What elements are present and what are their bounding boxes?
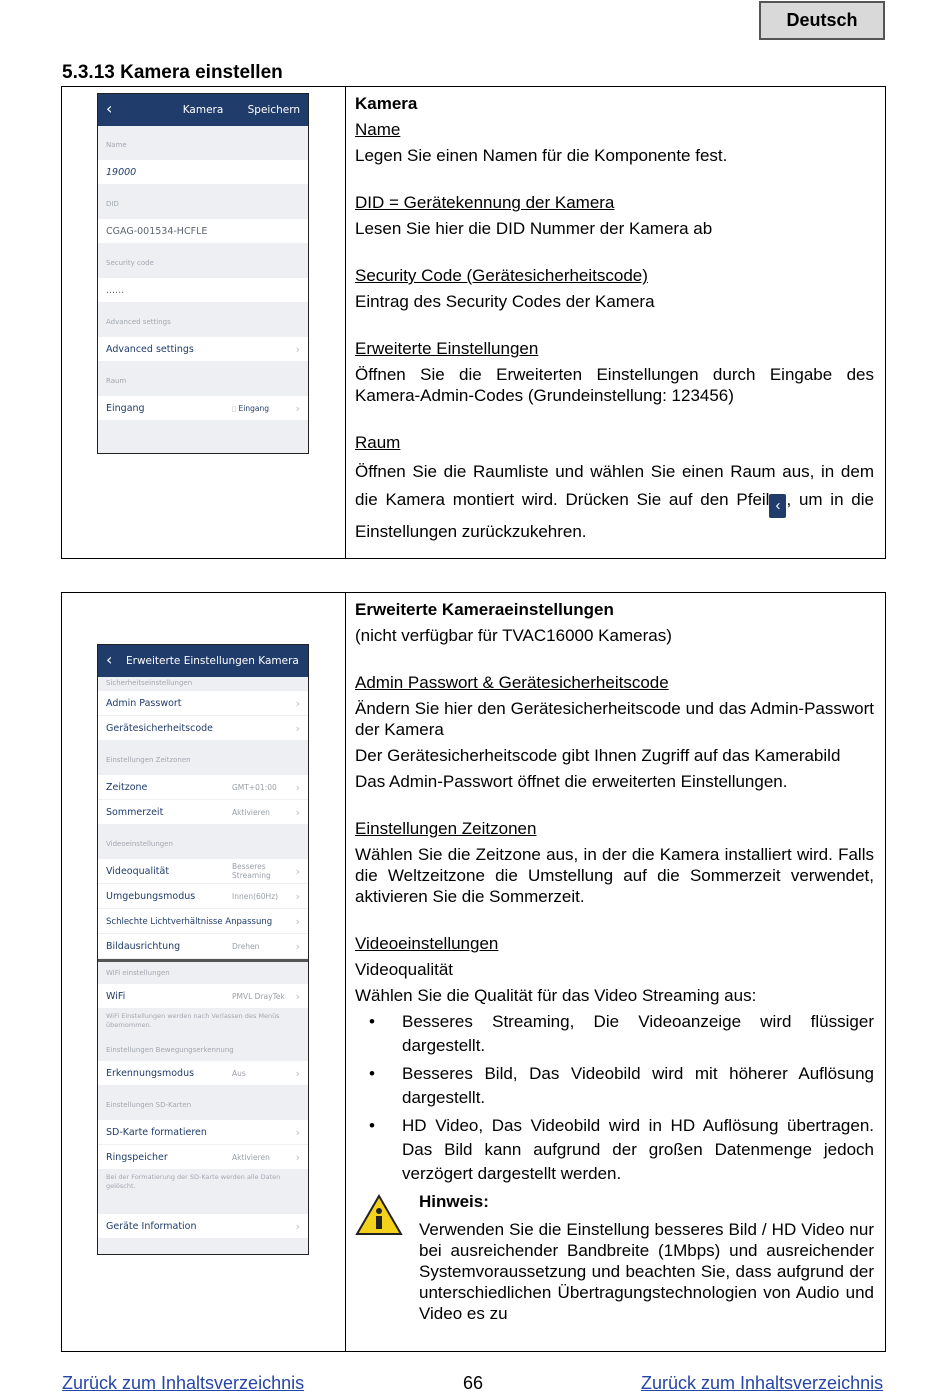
wifi-note: WiFi Einstellungen werden nach Verlassen des Menüs übernommen. bbox=[106, 1012, 280, 1029]
hint-desc: Verwenden Sie die Einstellung besseres Bild / HD Video nur bei ausreichender Bandbreite (1Mbps) und ausreichender Systemvoraussetzung und beachten Sie, dass aufgrund der unterschiedlichen Übertragungstechnologien von Audio und Video es zu bbox=[419, 1220, 874, 1323]
phone-screenshot-camera bbox=[97, 93, 309, 454]
timezone-row[interactable] bbox=[98, 775, 308, 800]
camera-settings-box bbox=[61, 86, 886, 559]
low-light-label: Schlechte Lichtverhältnisse Anpassung bbox=[106, 917, 273, 927]
chevron-right-icon: › bbox=[295, 402, 300, 415]
device-code-label: Gerätesicherheitscode bbox=[106, 723, 214, 734]
chevron-right-icon: › bbox=[295, 915, 300, 928]
name-field[interactable] bbox=[98, 160, 308, 185]
did-value: CGAG-001534-HCFLE bbox=[106, 226, 208, 237]
admin-heading: Admin Passwort & Gerätesicherheitscode bbox=[355, 673, 669, 692]
section-label-name: Name bbox=[106, 141, 127, 149]
camera-text-column bbox=[355, 93, 874, 546]
security-desc: Eintrag des Security Codes der Kamera bbox=[355, 292, 655, 311]
ring-buffer-label: Ringspeicher bbox=[106, 1152, 168, 1163]
hint-title: Hinweis: bbox=[419, 1192, 489, 1211]
phone-title: Erweiterte Einstellungen Kamera bbox=[126, 655, 299, 667]
section-video: Videoeinstellungen bbox=[106, 840, 173, 848]
section-timezone: Einstellungen Zeitzonen bbox=[106, 756, 191, 764]
phone-screenshot-advanced bbox=[97, 644, 309, 1255]
section-label-did: DID bbox=[106, 200, 119, 208]
chevron-right-icon: › bbox=[295, 1220, 300, 1233]
list-item: • Besseres Bild, Das Videobild wird mit höherer Auflösung dargestellt. bbox=[355, 1062, 874, 1110]
admin-desc-2: Der Gerätesicherheitscode gibt Ihnen Zugriff auf das Kamerabild bbox=[355, 746, 841, 765]
section-label-security: Security code bbox=[106, 259, 154, 267]
env-mode-value: Innen(60Hz) bbox=[232, 892, 279, 901]
video-sub: Videoqualität bbox=[355, 960, 453, 979]
room-desc bbox=[355, 458, 874, 546]
timezone-value: GMT+01:00 bbox=[232, 783, 277, 792]
admin-password-row[interactable] bbox=[98, 691, 308, 716]
back-arrow-icon: ‹ bbox=[769, 494, 786, 518]
room-value bbox=[232, 396, 269, 421]
bullet-1-lead: Besseres Streaming, bbox=[402, 1012, 575, 1031]
chevron-right-icon: › bbox=[295, 865, 300, 878]
wifi-row[interactable] bbox=[98, 984, 308, 1009]
low-light-row[interactable] bbox=[98, 909, 308, 934]
room-icon: ▯ bbox=[232, 404, 239, 413]
phone-header bbox=[98, 94, 308, 126]
video-quality-label: Videoqualität bbox=[106, 866, 170, 877]
admin-password-label: Admin Passwort bbox=[106, 698, 182, 709]
tz-desc: Wählen Sie die Zeitzone aus, in der die Kamera installiert wird. Falls die Weltzeitzone die Umstellung auf die Sommerzeit verwendet, aktivieren Sie die Sommerzeit. bbox=[355, 845, 874, 906]
advanced-text-column bbox=[355, 599, 874, 1324]
video-desc: Wählen Sie die Qualität für das Video Streaming aus: bbox=[355, 986, 757, 1005]
name-heading: Name bbox=[355, 120, 401, 139]
list-item bbox=[355, 1010, 874, 1058]
advanced-settings-row[interactable] bbox=[98, 337, 308, 362]
sd-format-row[interactable] bbox=[98, 1120, 308, 1145]
orientation-row[interactable] bbox=[98, 934, 308, 959]
section-wifi: WiFi einstellungen bbox=[106, 969, 170, 977]
sd-format-label: SD-Karte formatieren bbox=[106, 1127, 207, 1138]
security-code-field[interactable] bbox=[98, 278, 308, 303]
chevron-left-icon[interactable]: ‹ bbox=[106, 99, 113, 118]
save-button[interactable]: Speichern bbox=[247, 104, 300, 116]
name-value: 19000 bbox=[106, 167, 137, 178]
advanced-heading: Erweiterte Kameraeinstellungen bbox=[355, 600, 614, 619]
video-quality-row[interactable] bbox=[98, 859, 308, 884]
ring-buffer-value: Aktivieren bbox=[232, 1153, 270, 1162]
chevron-right-icon: › bbox=[295, 890, 300, 903]
admin-desc-3: Das Admin-Passwort öffnet die erweiterten Einstellungen. bbox=[355, 772, 788, 791]
chevron-right-icon: › bbox=[295, 722, 300, 735]
chevron-right-icon: › bbox=[295, 1067, 300, 1080]
name-desc: Legen Sie einen Namen für die Komponente fest. bbox=[355, 146, 728, 165]
advanced-subheading: (nicht verfügbar für TVAC16000 Kameras) bbox=[355, 626, 672, 645]
chevron-right-icon: › bbox=[295, 343, 300, 356]
detect-mode-value: Aus bbox=[232, 1069, 246, 1078]
chevron-right-icon: › bbox=[295, 806, 300, 819]
chevron-right-icon: › bbox=[295, 1126, 300, 1139]
camera-heading: Kamera bbox=[355, 94, 418, 113]
phone-header bbox=[98, 645, 308, 677]
device-code-row[interactable] bbox=[98, 716, 308, 741]
tz-heading: Einstellungen Zeitzonen bbox=[355, 819, 537, 838]
device-info-label: Geräte Information bbox=[106, 1221, 197, 1232]
wifi-label: WiFi bbox=[106, 991, 126, 1002]
toc-link-left[interactable]: Zurück zum Inhaltsverzeichnis bbox=[62, 1373, 305, 1393]
advanced-settings-label: Advanced settings bbox=[106, 344, 194, 355]
security-code-value: ...... bbox=[106, 285, 125, 296]
admin-desc-1: Ändern Sie hier den Gerätesicherheitscode und das Admin-Passwort der Kamera bbox=[355, 699, 874, 739]
section-sd: Einstellungen SD-Karten bbox=[106, 1101, 192, 1109]
dst-row[interactable] bbox=[98, 800, 308, 825]
section-title: 5.3.13 Kamera einstellen bbox=[62, 62, 283, 83]
room-value-text: Eingang bbox=[238, 404, 269, 413]
toc-link-right[interactable]: Zurück zum Inhaltsverzeichnis bbox=[641, 1373, 884, 1393]
advanced-camera-settings-box bbox=[61, 592, 886, 1352]
orientation-value: Drehen bbox=[232, 942, 260, 951]
room-label: Eingang bbox=[106, 403, 145, 414]
section-security: Sicherheitseinstellungen bbox=[106, 679, 193, 687]
env-mode-label: Umgebungsmodus bbox=[106, 891, 196, 902]
hint-block bbox=[355, 1190, 874, 1324]
room-heading: Raum bbox=[355, 433, 401, 452]
did-desc: Lesen Sie hier die DID Nummer der Kamera ab bbox=[355, 219, 713, 238]
timezone-label: Zeitzone bbox=[106, 782, 148, 793]
video-quality-value: Besseres Streaming bbox=[232, 862, 271, 880]
list-item: • HD Video, Das Videobild wird in HD Auflösung übertragen. Das Bild kann aufgrund der großen Datenmenge jedoch verzögert dargestellt werden. bbox=[355, 1114, 874, 1186]
section-label-room: Raum bbox=[106, 377, 127, 385]
sd-note: Bei der Formatierung der SD-Karte werden alle Daten gelöscht. bbox=[106, 1173, 281, 1190]
wifi-value: PMVL DrayTek bbox=[232, 992, 285, 1001]
dst-value: Aktivieren bbox=[232, 808, 270, 817]
did-field bbox=[98, 219, 308, 244]
chevron-left-icon[interactable]: ‹ bbox=[106, 650, 113, 669]
ring-buffer-row[interactable] bbox=[98, 1145, 308, 1170]
chevron-right-icon: › bbox=[295, 940, 300, 953]
language-badge[interactable]: Deutsch bbox=[759, 1, 885, 40]
env-mode-row[interactable] bbox=[98, 884, 308, 909]
advanced-desc: Öffnen Sie die Erweiterten Einstellungen durch Eingabe des Kamera-Admin-Codes (Grundeinstellung: 123456) bbox=[355, 365, 874, 405]
info-warning-icon bbox=[355, 1194, 403, 1236]
device-info-row[interactable] bbox=[98, 1214, 308, 1239]
section-motion: Einstellungen Bewegungserkennung bbox=[106, 1046, 234, 1054]
orientation-label: Bildausrichtung bbox=[106, 941, 181, 952]
phone-title: Kamera bbox=[182, 104, 224, 116]
page-number: 66 bbox=[463, 1373, 484, 1393]
did-heading: DID = Gerätekennung der Kamera bbox=[355, 193, 615, 212]
detect-mode-row[interactable] bbox=[98, 1061, 308, 1086]
chevron-right-icon: › bbox=[295, 781, 300, 794]
chevron-right-icon: › bbox=[295, 1151, 300, 1164]
room-row[interactable] bbox=[98, 396, 308, 421]
section-label-advanced: Advanced settings bbox=[106, 318, 171, 326]
video-quality-list bbox=[355, 1010, 874, 1186]
detect-mode-label: Erkennungsmodus bbox=[106, 1068, 195, 1079]
room-desc-part2: , um in die Einstellungen zurückzukehren. bbox=[355, 490, 874, 541]
chevron-right-icon: › bbox=[295, 697, 300, 710]
video-heading: Videoeinstellungen bbox=[355, 934, 499, 953]
column-divider bbox=[345, 87, 346, 558]
dst-label: Sommerzeit bbox=[106, 807, 164, 818]
security-heading: Security Code (Gerätesicherheitscode) bbox=[355, 266, 648, 285]
column-divider bbox=[345, 593, 346, 1351]
bullet-1-rest: Die Videoanzeige wird flüssiger dargestellt. bbox=[402, 1012, 874, 1055]
room-desc-part1: Öffnen Sie die Raumliste und wählen Sie einen Raum aus, in dem die Kamera montiert wird. Drücken Sie auf den Pfeil bbox=[355, 462, 874, 509]
chevron-right-icon: › bbox=[295, 990, 300, 1003]
advanced-heading: Erweiterte Einstellungen bbox=[355, 339, 539, 358]
